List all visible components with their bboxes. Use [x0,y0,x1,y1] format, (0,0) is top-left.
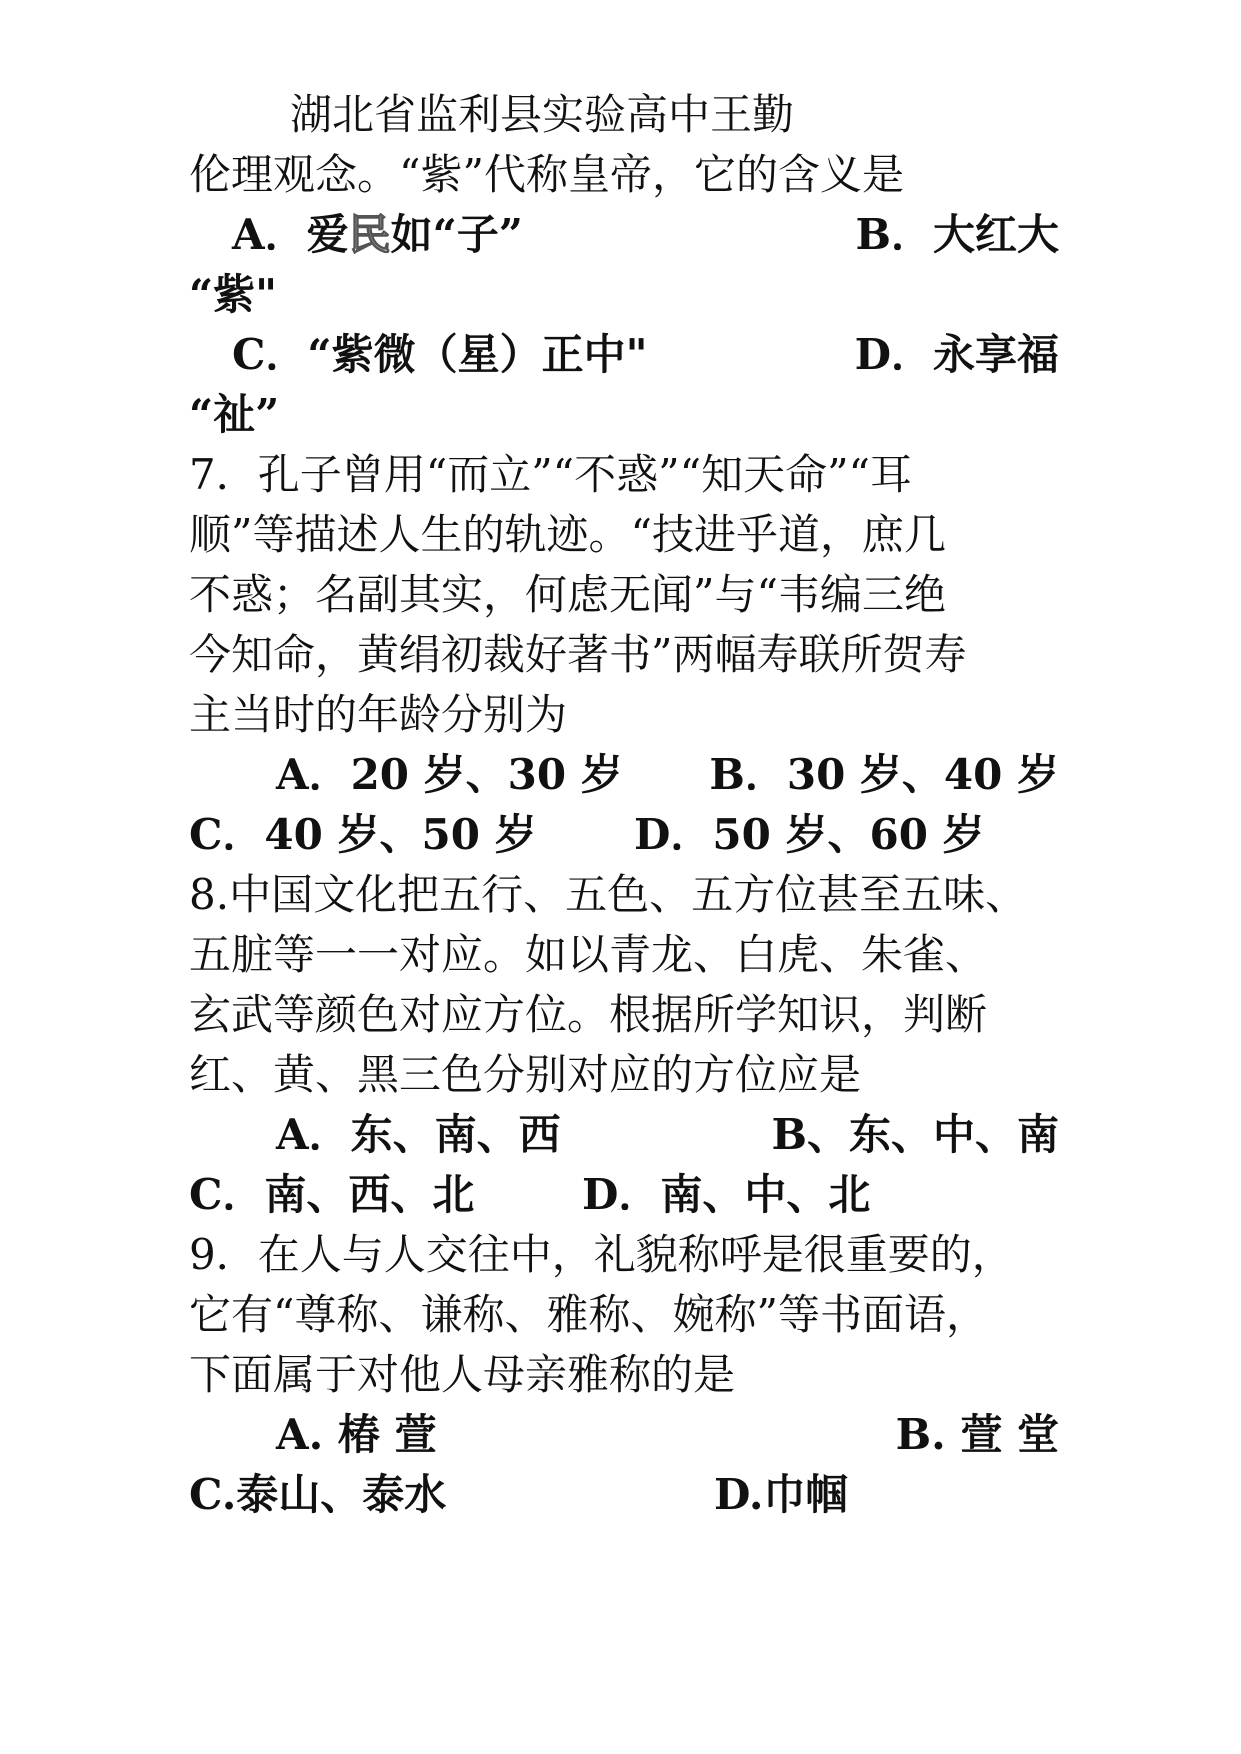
q9-option-a: A. 椿 萱 [276,1410,437,1459]
q7-option-a: A．20 岁、30 岁 [276,750,623,799]
q9-option-d: D.巾帼 [714,1470,848,1519]
q6-option-b-cont: “紫" [189,270,278,319]
q6-option-row-ab [189,205,1059,265]
q8-option-row-cd [189,1165,1059,1225]
q7-stem-line: 今知命，黄绢初裁好著书”两幅寿联所贺寿 [189,630,967,679]
q6-option-row-cd [189,325,1059,385]
q8-option-d: D．南、中、北 [582,1170,871,1219]
q6-option-a-suffix: 如“子” [390,210,523,259]
q6-stem-end: 伦理观念。“紫”代称皇帝，它的含义是 [189,150,904,199]
q9-stem-line: 它有“尊称、谦称、雅称、婉称”等书面语， [189,1290,988,1339]
q9-option-row-ab [189,1405,1059,1465]
q7-stem-line: 7．孔子曾用“而立”“不惑”“知天命”“耳 [189,450,913,499]
q6-option-b-start: B．大红大 [855,210,1059,259]
q6-option-d-cont: “祉” [189,390,280,439]
q8-option-b: B、东、中、南 [771,1110,1059,1159]
q9-option-row-cd [189,1465,1059,1525]
q8-stem-line: 8.中国文化把五行、五色、五方位甚至五味、 [189,870,1028,919]
q7-stem-line: 顺”等描述人生的轨迹。“技进乎道，庶几 [189,510,946,559]
q7-stem-line: 主当时的年龄分别为 [189,690,568,739]
q8-option-row-ab [189,1105,1059,1165]
q6-option-a-highlight: 民 [348,210,391,259]
q8-stem-line: 五脏等一一对应。如以青龙、白虎、朱雀、 [189,930,988,979]
q6-option-a-prefix: A．爱 [232,210,349,259]
q8-option-c: C．南、西、北 [189,1170,475,1219]
q6-option-c: C．“紫微（星）正中" [232,330,648,379]
q8-option-a: A．东、南、西 [276,1110,561,1159]
q9-stem-line: 9．在人与人交往中，礼貌称呼是很重要的， [189,1230,1014,1279]
header-author-line: 湖北省监利县实验高中王勤 [290,90,795,139]
q8-stem-line: 红、黄、黑三色分别对应的方位应是 [189,1050,862,1099]
q7-option-d: D．50 岁、60 岁 [634,810,985,859]
q7-option-c: C．40 岁、50 岁 [189,810,537,859]
q7-option-row-ab [189,745,1059,805]
q7-option-b: B．30 岁、40 岁 [709,750,1059,799]
q6-option-d-start: D．永享福 [854,330,1059,379]
q9-option-c: C.泰山、泰水 [189,1470,447,1519]
q7-stem-line: 不惑；名副其实，何虑无闻”与“韦编三绝 [189,570,946,619]
q8-stem-line: 玄武等颜色对应方位。根据所学知识，判断 [189,990,988,1039]
q9-option-b: B. 萱 堂 [895,1410,1059,1459]
q9-stem-line: 下面属于对他人母亲雅称的是 [189,1350,736,1399]
q6-option-a [232,205,523,265]
q7-option-row-cd [189,805,1059,865]
